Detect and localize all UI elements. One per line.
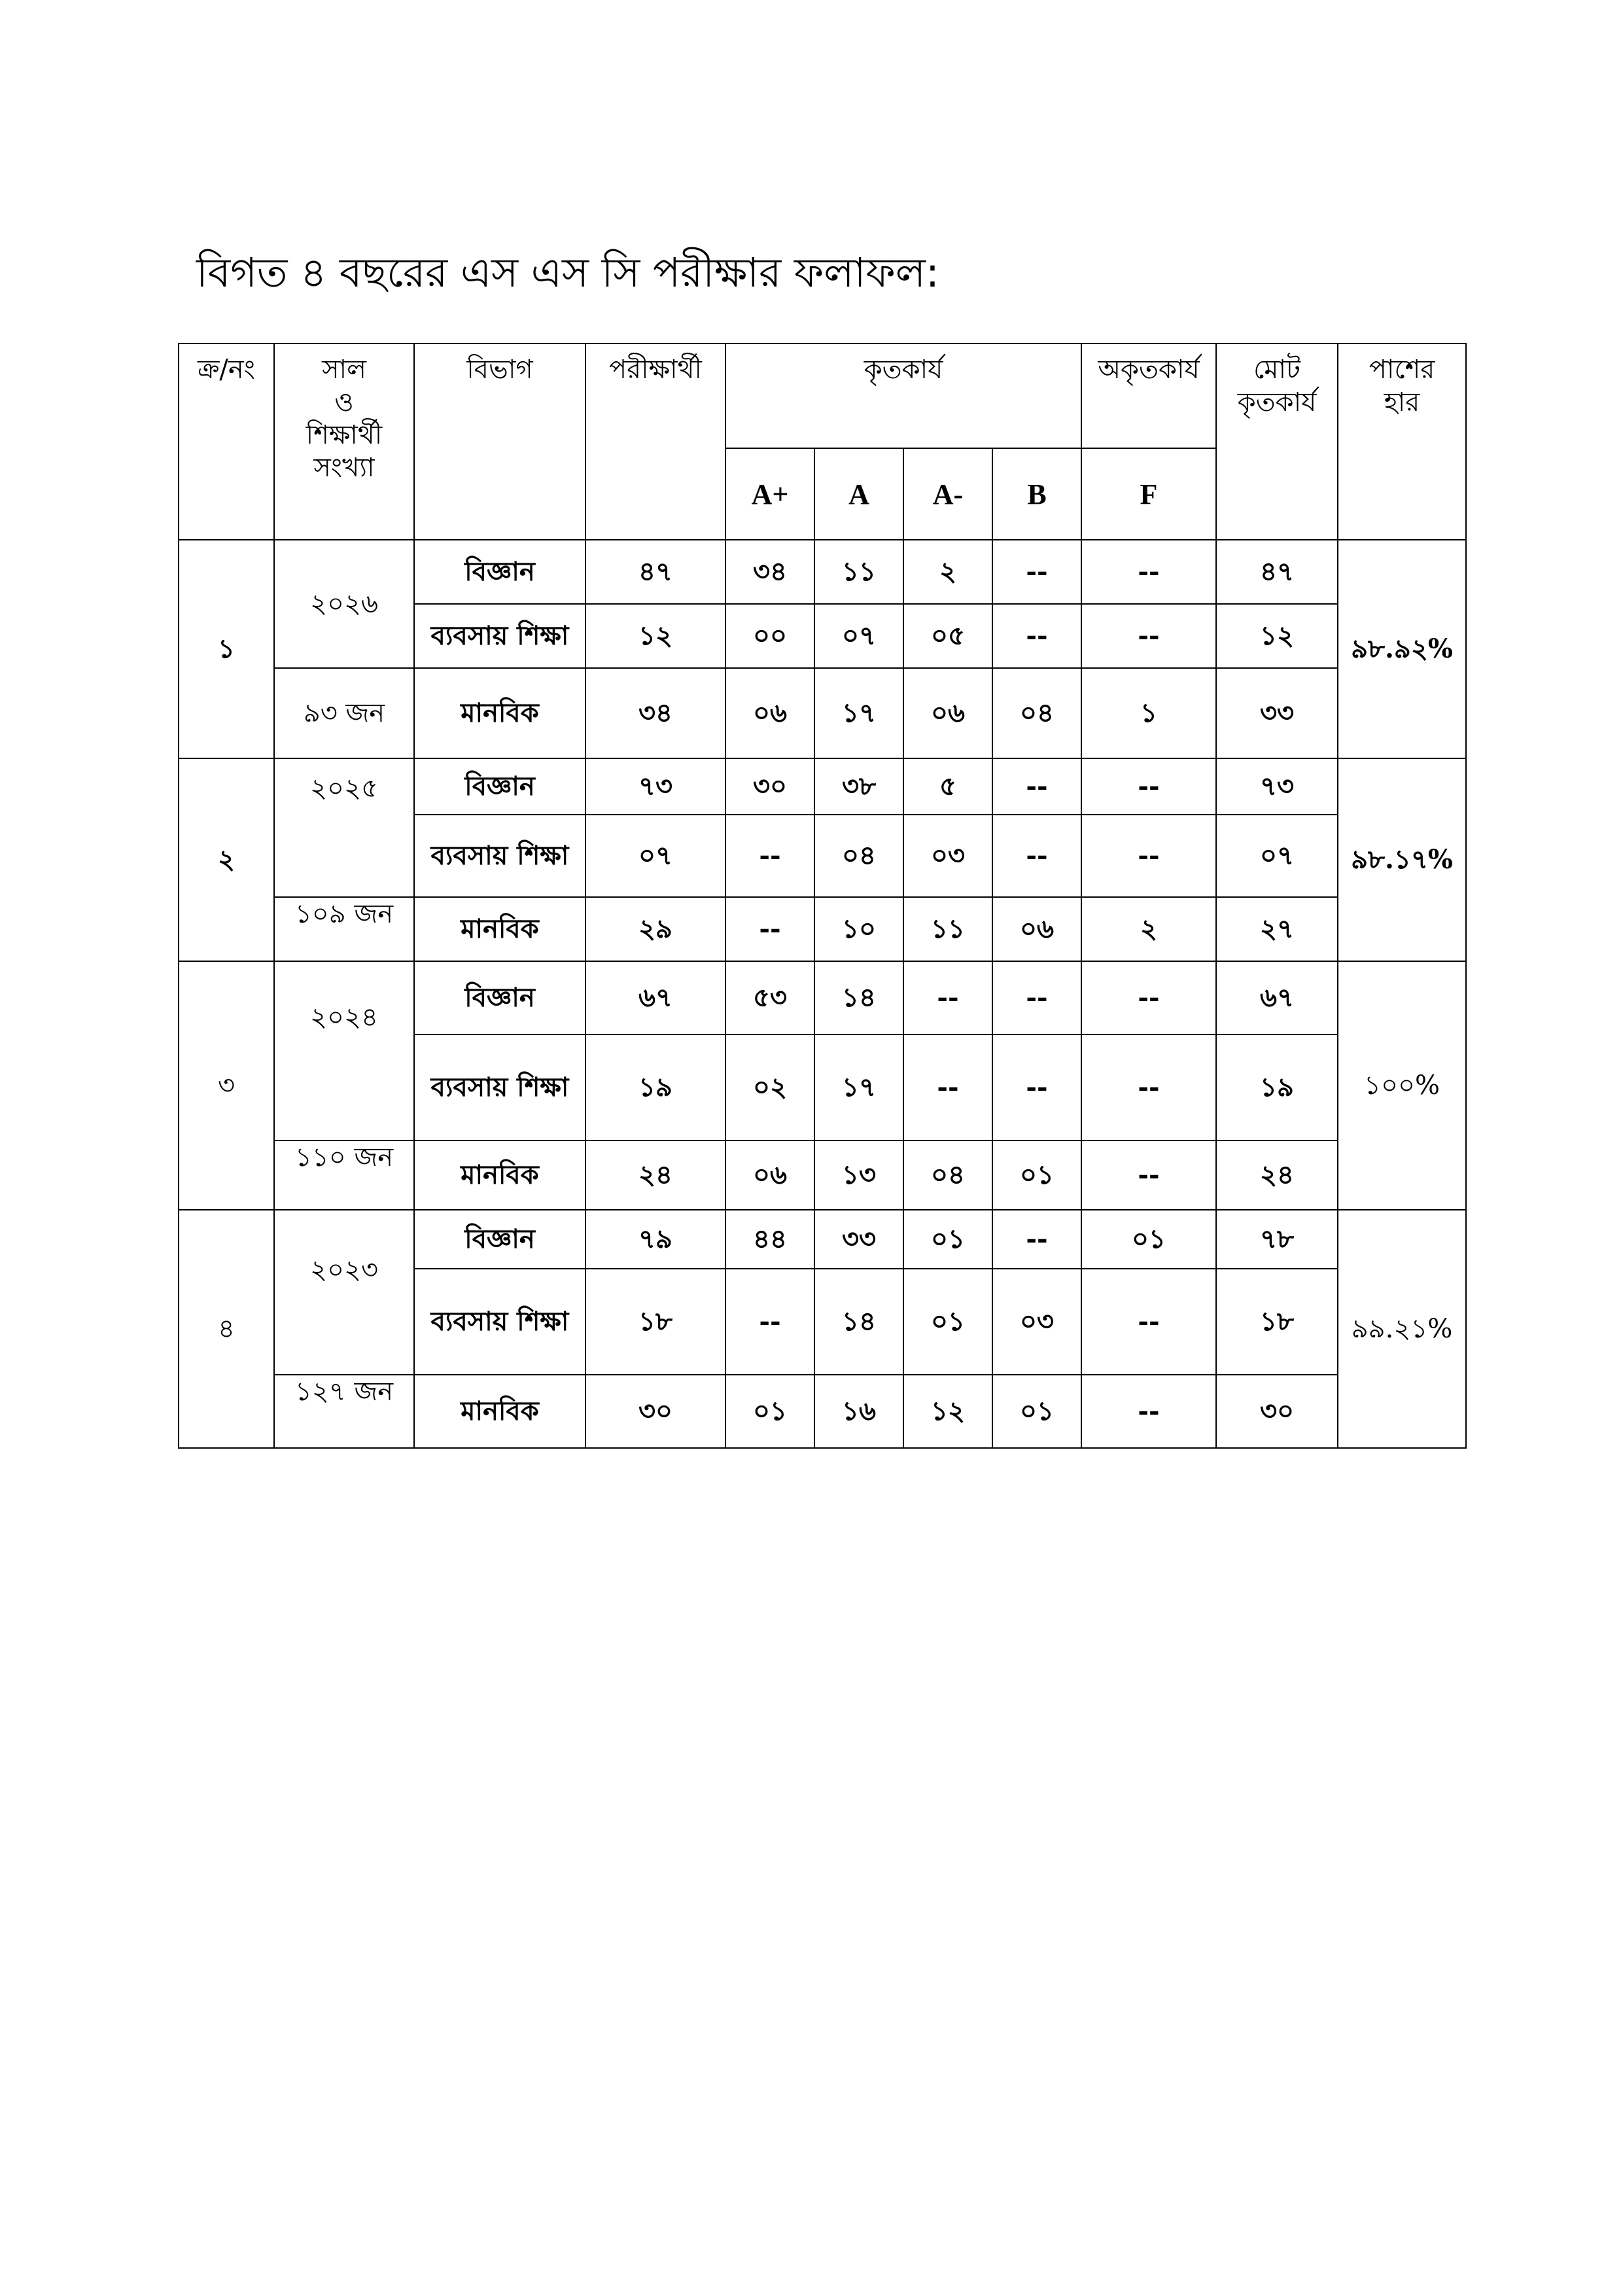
- aplus-cell: ৩৪: [725, 540, 814, 604]
- b-cell: ০৬: [992, 897, 1081, 961]
- examinees-cell: ৪৭: [585, 540, 725, 604]
- serial-cell: ৪: [179, 1210, 274, 1448]
- header-grade-b: B: [992, 448, 1081, 540]
- f-cell: --: [1081, 604, 1216, 668]
- rate-cell: ৯৯.২১%: [1338, 1210, 1466, 1448]
- b-cell: --: [992, 1210, 1081, 1269]
- dept-cell: বিজ্ঞান: [414, 540, 585, 604]
- header-serial-label: ক্র/নং: [197, 355, 255, 385]
- a-cell: ৩৮: [814, 758, 903, 815]
- examinees-cell: ৩০: [585, 1375, 725, 1448]
- b-cell: ০৪: [992, 668, 1081, 758]
- header-total-line1: মোট: [1253, 355, 1300, 385]
- b-cell: --: [992, 815, 1081, 897]
- header-department: [414, 344, 585, 540]
- aminus-cell: --: [903, 961, 992, 1034]
- header-year-line4: সংখ্যা: [313, 453, 375, 483]
- table-row: [179, 758, 1466, 815]
- year-cell: ২০২৫: [274, 758, 414, 897]
- table-row: [179, 668, 1466, 758]
- students-cell: ১১০ জন: [274, 1140, 414, 1210]
- f-cell: --: [1081, 815, 1216, 897]
- aplus-cell: ৩০: [725, 758, 814, 815]
- aplus-cell: ০১: [725, 1375, 814, 1448]
- table-row: [179, 540, 1466, 604]
- examinees-cell: ১২: [585, 604, 725, 668]
- b-cell: --: [992, 1034, 1081, 1140]
- header-year-line1: সাল: [322, 355, 366, 385]
- header-grade-a: A: [814, 448, 903, 540]
- aplus-cell: ৪৪: [725, 1210, 814, 1269]
- total-cell: ২৪: [1216, 1140, 1338, 1210]
- aminus-cell: ০৪: [903, 1140, 992, 1210]
- total-cell: ৩০: [1216, 1375, 1338, 1448]
- aplus-cell: ০৬: [725, 668, 814, 758]
- table-row: [179, 961, 1466, 1034]
- total-cell: ১৯: [1216, 1034, 1338, 1140]
- total-cell: ৪৭: [1216, 540, 1338, 604]
- header-department-label: বিভাগ: [466, 355, 533, 385]
- aplus-cell: ০৬: [725, 1140, 814, 1210]
- aplus-cell: ৫৩: [725, 961, 814, 1034]
- dept-cell: বিজ্ঞান: [414, 1210, 585, 1269]
- a-cell: ০৪: [814, 815, 903, 897]
- total-cell: ২৭: [1216, 897, 1338, 961]
- examinees-cell: ৬৭: [585, 961, 725, 1034]
- aminus-cell: ১২: [903, 1375, 992, 1448]
- f-cell: --: [1081, 961, 1216, 1034]
- total-cell: ৬৭: [1216, 961, 1338, 1034]
- header-serial: [179, 344, 274, 540]
- header-examinees-label: পরীক্ষার্থী: [609, 355, 702, 385]
- a-cell: ৩৩: [814, 1210, 903, 1269]
- page-title: বিগত ৪ বছরের এস এস সি পরীক্ষার ফলাফল:: [196, 249, 939, 296]
- b-cell: --: [992, 604, 1081, 668]
- aplus-cell: ০২: [725, 1034, 814, 1140]
- examinees-cell: ৭৯: [585, 1210, 725, 1269]
- a-cell: ১৭: [814, 668, 903, 758]
- serial-cell: ৩: [179, 961, 274, 1210]
- a-cell: ১৩: [814, 1140, 903, 1210]
- header-passed-label: কৃতকার্য: [864, 355, 943, 385]
- b-cell: --: [992, 961, 1081, 1034]
- aplus-cell: --: [725, 897, 814, 961]
- examinees-cell: ২৪: [585, 1140, 725, 1210]
- b-cell: ০১: [992, 1140, 1081, 1210]
- aminus-cell: ০৩: [903, 815, 992, 897]
- examinees-cell: ৩৪: [585, 668, 725, 758]
- rate-cell: ১০০%: [1338, 961, 1466, 1210]
- examinees-cell: ১৮: [585, 1269, 725, 1375]
- total-cell: ৭৮: [1216, 1210, 1338, 1269]
- header-year: [274, 344, 414, 540]
- total-cell: ১৮: [1216, 1269, 1338, 1375]
- header-rate-line1: পাশের: [1369, 355, 1435, 385]
- rate-cell: ৯৮.১৭%: [1338, 758, 1466, 961]
- rate-cell: ৯৮.৯২%: [1338, 540, 1466, 758]
- aminus-cell: ১১: [903, 897, 992, 961]
- a-cell: ০৭: [814, 604, 903, 668]
- aplus-cell: ০০: [725, 604, 814, 668]
- dept-cell: ব্যবসায় শিক্ষা: [414, 1034, 585, 1140]
- aminus-cell: ০১: [903, 1210, 992, 1269]
- b-cell: ০৩: [992, 1269, 1081, 1375]
- dept-cell: মানবিক: [414, 1375, 585, 1448]
- table-row: [179, 1210, 1466, 1269]
- aminus-cell: ২: [903, 540, 992, 604]
- students-cell: ১২৭ জন: [274, 1375, 414, 1448]
- header-rate-line2: হার: [1384, 387, 1420, 417]
- year-cell: ২০২৬: [274, 540, 414, 668]
- aminus-cell: ০৬: [903, 668, 992, 758]
- header-grade-aplus: A+: [725, 448, 814, 540]
- students-cell: ৯৩ জন: [274, 668, 414, 758]
- dept-cell: মানবিক: [414, 1140, 585, 1210]
- examinees-cell: ০৭: [585, 815, 725, 897]
- dept-cell: বিজ্ঞান: [414, 758, 585, 815]
- f-cell: --: [1081, 758, 1216, 815]
- table-row: [179, 1375, 1466, 1448]
- dept-cell: বিজ্ঞান: [414, 961, 585, 1034]
- serial-cell: ২: [179, 758, 274, 961]
- a-cell: ১৪: [814, 1269, 903, 1375]
- header-passed: [725, 344, 1081, 448]
- dept-cell: মানবিক: [414, 668, 585, 758]
- a-cell: ১৭: [814, 1034, 903, 1140]
- a-cell: ১০: [814, 897, 903, 961]
- header-examinees: [585, 344, 725, 540]
- table-row: [179, 1140, 1466, 1210]
- b-cell: --: [992, 758, 1081, 815]
- table-row: [179, 897, 1466, 961]
- dept-cell: ব্যবসায় শিক্ষা: [414, 815, 585, 897]
- examinees-cell: ৭৩: [585, 758, 725, 815]
- aminus-cell: ০৫: [903, 604, 992, 668]
- aplus-cell: --: [725, 1269, 814, 1375]
- dept-cell: ব্যবসায় শিক্ষা: [414, 604, 585, 668]
- b-cell: ০১: [992, 1375, 1081, 1448]
- year-cell: ২০২৩: [274, 1210, 414, 1375]
- a-cell: ১১: [814, 540, 903, 604]
- aminus-cell: --: [903, 1034, 992, 1140]
- a-cell: ১৬: [814, 1375, 903, 1448]
- results-table: [178, 343, 1467, 1449]
- year-cell: ২০২৪: [274, 961, 414, 1140]
- header-failed: [1081, 344, 1216, 448]
- dept-cell: ব্যবসায় শিক্ষা: [414, 1269, 585, 1375]
- header-failed-label: অকৃতকার্য: [1098, 355, 1200, 385]
- total-cell: ৭৩: [1216, 758, 1338, 815]
- serial-cell: ১: [179, 540, 274, 758]
- total-cell: ০৭: [1216, 815, 1338, 897]
- a-cell: ১৪: [814, 961, 903, 1034]
- f-cell: ১: [1081, 668, 1216, 758]
- aminus-cell: ৫: [903, 758, 992, 815]
- header-grade-aminus: A-: [903, 448, 992, 540]
- b-cell: --: [992, 540, 1081, 604]
- header-year-line3: শিক্ষার্থী: [305, 420, 383, 450]
- f-cell: --: [1081, 1034, 1216, 1140]
- header-total-line2: কৃতকার্য: [1237, 387, 1317, 417]
- header-grade-f: F: [1081, 448, 1216, 540]
- f-cell: --: [1081, 1269, 1216, 1375]
- f-cell: --: [1081, 1375, 1216, 1448]
- f-cell: --: [1081, 1140, 1216, 1210]
- aminus-cell: ০১: [903, 1269, 992, 1375]
- examinees-cell: ২৯: [585, 897, 725, 961]
- f-cell: ২: [1081, 897, 1216, 961]
- aplus-cell: --: [725, 815, 814, 897]
- students-cell: ১০৯ জন: [274, 897, 414, 961]
- header-year-line2: ও: [334, 387, 354, 417]
- f-cell: --: [1081, 540, 1216, 604]
- examinees-cell: ১৯: [585, 1034, 725, 1140]
- header-total: [1216, 344, 1338, 540]
- total-cell: ১২: [1216, 604, 1338, 668]
- dept-cell: মানবিক: [414, 897, 585, 961]
- header-rate: [1338, 344, 1466, 540]
- total-cell: ৩৩: [1216, 668, 1338, 758]
- f-cell: ০১: [1081, 1210, 1216, 1269]
